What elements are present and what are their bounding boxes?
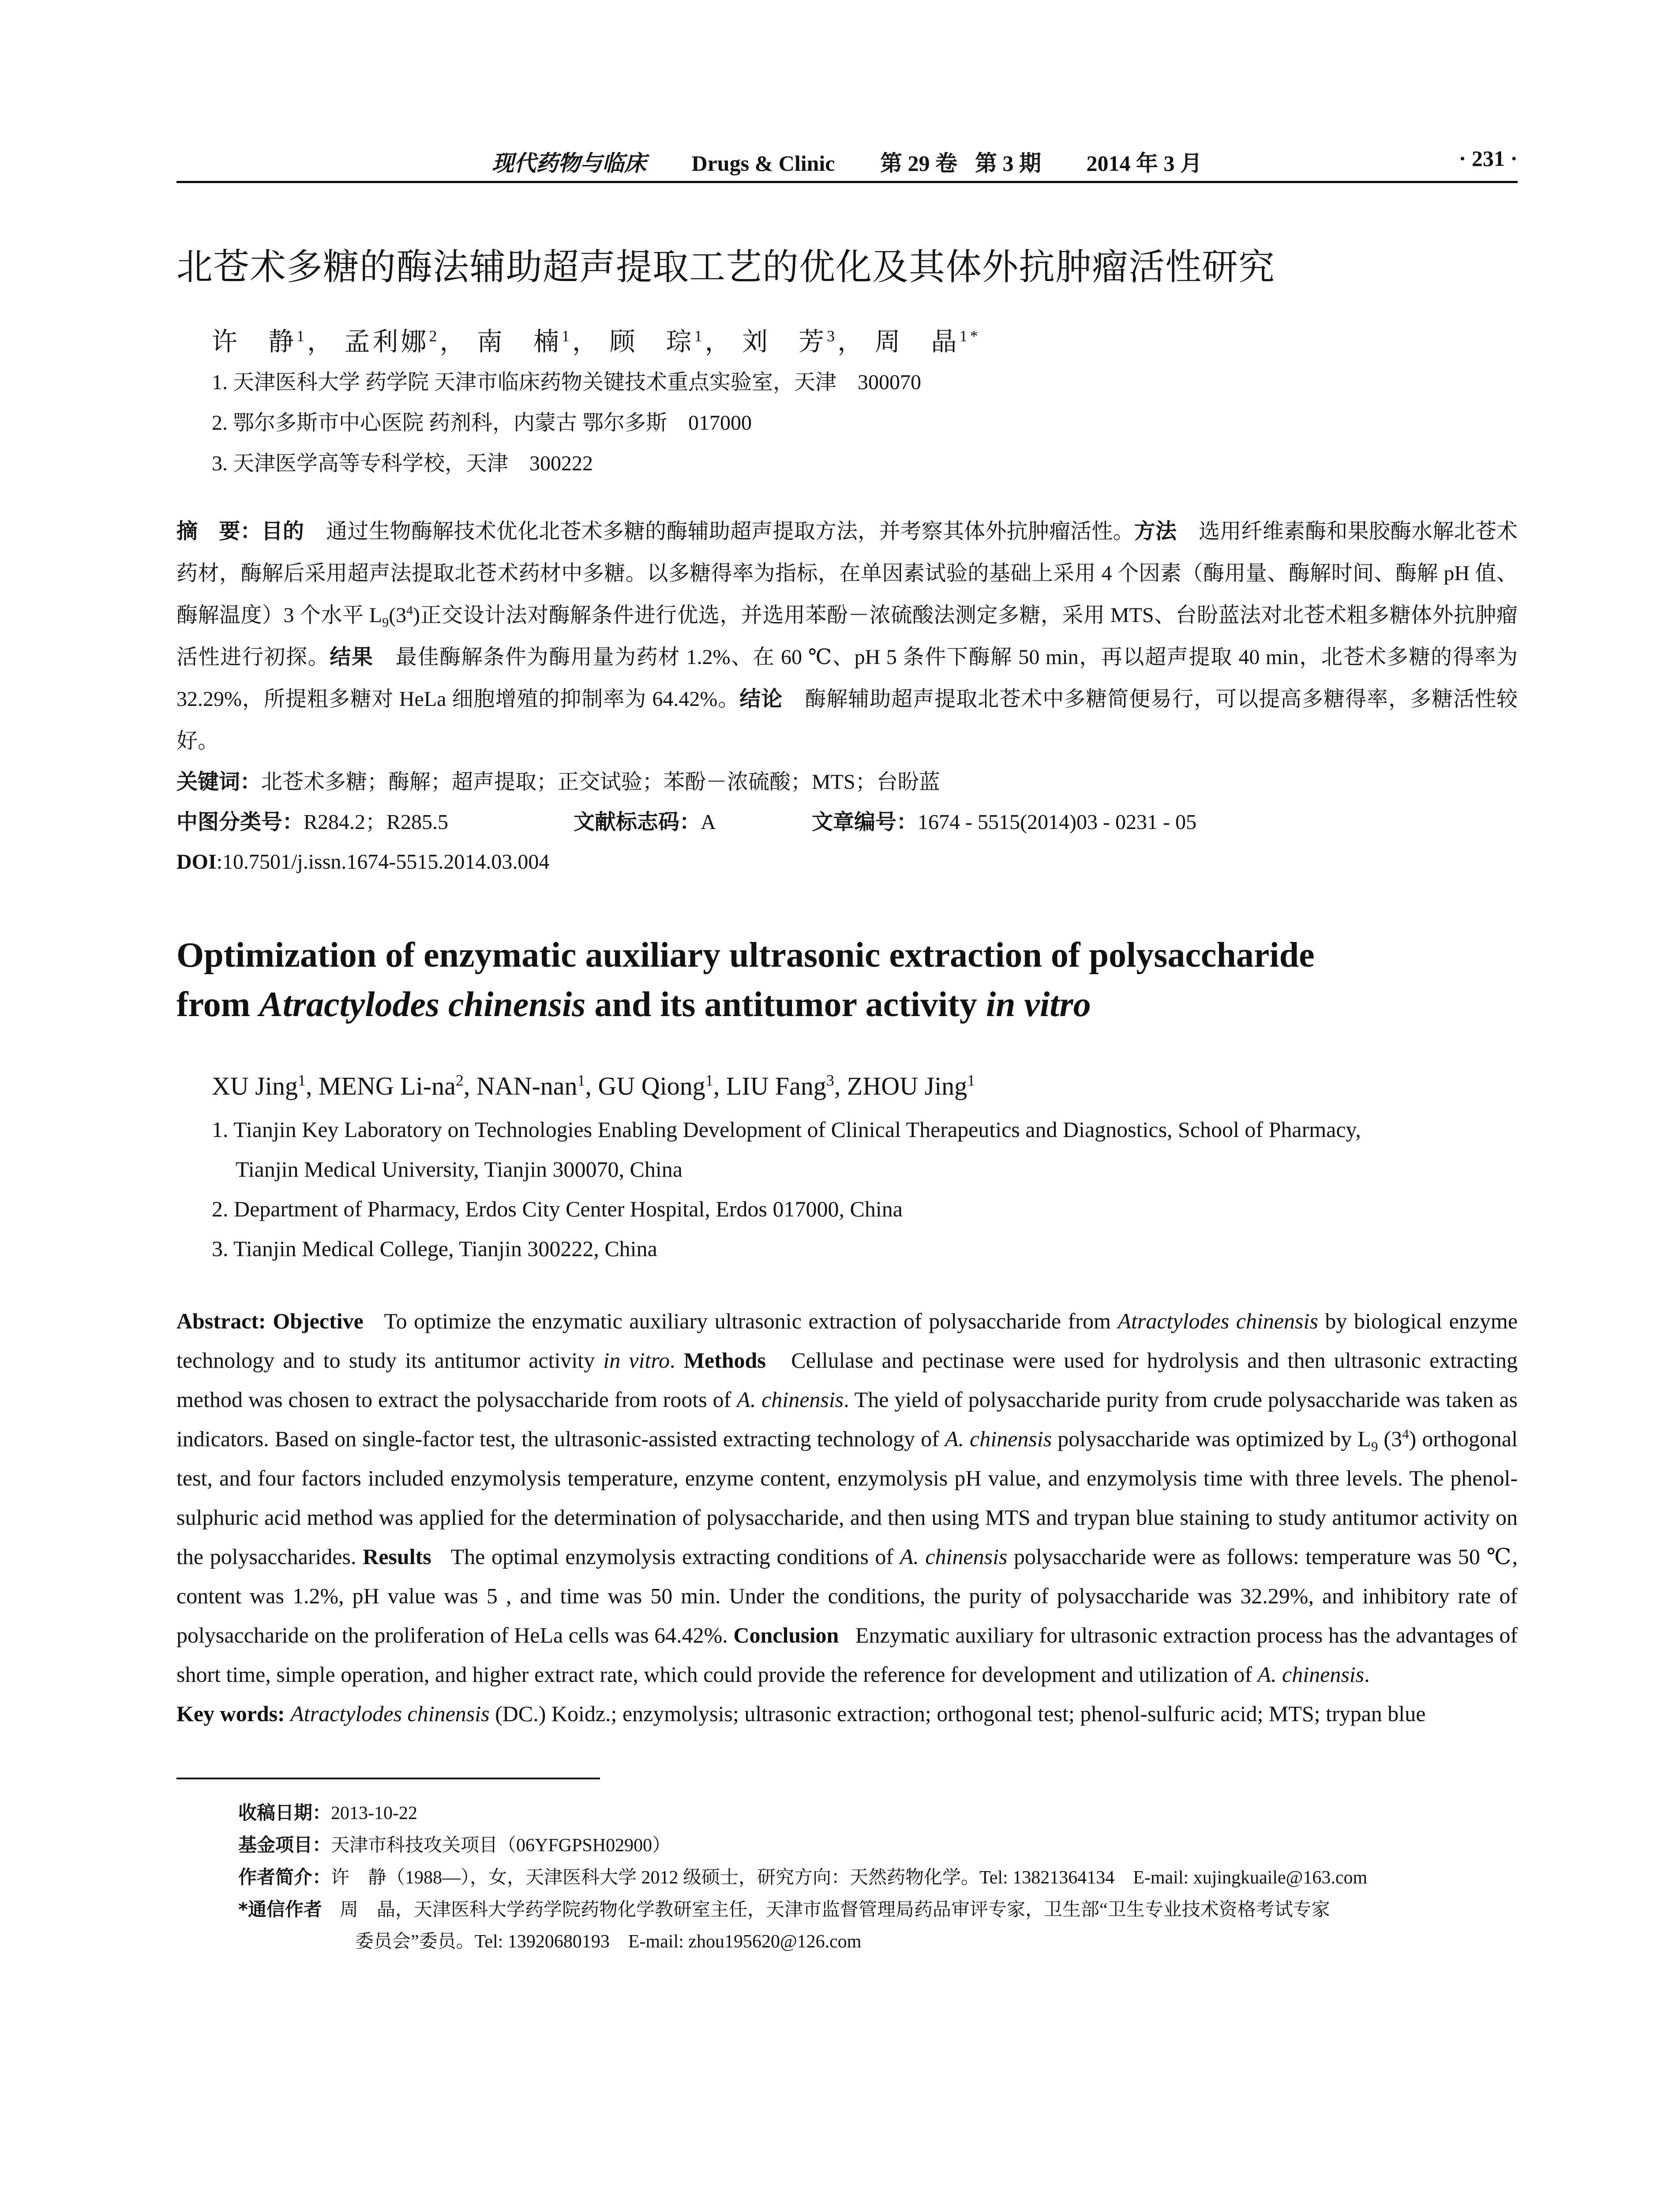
author-name: 许 静 xyxy=(212,327,297,356)
clc-field xyxy=(176,802,574,842)
footnotes xyxy=(176,1797,1518,1958)
keywords-text: 北苍术多糖；酶解；超声提取；正交试验；苯酚－浓硫酸；MTS；台盼蓝 xyxy=(261,770,940,794)
doi-label: DOI xyxy=(176,850,217,874)
chinese-title: 北苍术多糖的酶法辅助超声提取工艺的优化及其体外抗肿瘤活性研究 xyxy=(176,246,1275,288)
objective-label: Objective xyxy=(273,1309,364,1333)
objective-label: 目的 xyxy=(261,519,304,544)
article-number-field xyxy=(812,802,1196,842)
abstract-label: Abstract: xyxy=(176,1309,266,1333)
author-name: 顾 琮 xyxy=(609,327,694,356)
footnote-divider xyxy=(176,1778,600,1779)
issue: 第 3 期 xyxy=(975,151,1041,176)
author-bio: 作者简介：许 静（1988—），女，天津医科大学 2012 级硕士，研究方向：天然药物化学。Tel: 13821364134 E-mail: xujingkuaile@163.com xyxy=(238,1866,1368,1888)
fund-info: 基金项目：天津市科技攻关项目（06YFGPSH02900） xyxy=(238,1834,671,1856)
english-abstract: Abstract: Objective To optimize the enzymatic auxiliary ultrasonic extraction of polysaccharide from Atractylodes chinensis by biological enzyme technology and to study its antitumor activity in vitro. Methods Cellulase and pectinase were used for hydrolysis and then ultrasonic extracting method was chosen to extract the polysaccharide from roots of A. chinensis. The yield of polysaccharide purity from crude polysaccharide was taken as indicators. Based on single-factor test, the ultrasonic-assisted extracting technology of A. chinensis polysaccharide was optimized by $L_9$ $(3^4)$ orthogonal test, and four factors included enzymolysis temperature, enzyme content, enzymolysis pH value, and enzymolysis time with three levels. The phenol-sulphuric acid method was applied for the determination of polysaccharide, and then using MTS and trypan blue staining to study antitumor activity on the polysaccharides. Results The optimal enzymolysis extracting conditions of A. chinensis polysaccharide were as follows: temperature was 50 ℃, content was 1.2%, pH value was 5 , and time was 50 min. Under the conditions, the purity of polysaccharide was 32.29%, and inhibitory rate of polysaccharide on the proliferation of HeLa cells was 64.42%. Conclusion Enzymatic auxiliary for ultrasonic extraction process has the advantages of short time, simple operation, and higher extract rate, which could provide the reference for development and utilization of A. chinensis. xyxy=(176,1309,1518,1687)
author-affil-mark: 3 xyxy=(827,327,838,345)
author-name: ZHOU Jing xyxy=(847,1072,968,1100)
methods-text: )正交设计法对酶解条件进行优选，并选用苯酚－浓硫酸法测定多糖，采用 MTS、台盼蓝法对北苍术粗多糖体外抗肿瘤活性进行初探。 xyxy=(176,604,1518,669)
classification-line xyxy=(176,802,1518,842)
methods-text: 选用纤维素酶和果胶酶水解北苍术药材，酶解后采用超声法提取北苍术药材中多糖。以多糖得率为指标，在单因素试验的基础上采用 4 个因素（酶用量、酶解时间、酶解 pH 值、酶解温度）3 个水平 L xyxy=(176,520,1518,627)
author-name: LIU Fang xyxy=(726,1072,826,1100)
chinese-abstract xyxy=(176,510,1518,762)
author-affil-mark: 2 xyxy=(429,327,440,345)
author-affil-mark: 1* xyxy=(959,327,981,345)
doc-code-label: 文献标志码： xyxy=(574,810,701,834)
affiliation: 3. Tianjin Medical College, Tianjin 300222, China xyxy=(212,1236,657,1261)
keyword-species: Atractylodes chinensis xyxy=(290,1701,490,1726)
volume: 第 29 卷 xyxy=(880,151,957,176)
author-affil-mark: 1 xyxy=(705,1071,713,1089)
article-page xyxy=(176,128,1518,1958)
doc-code-field xyxy=(574,802,812,842)
author-name: NAN-nan xyxy=(476,1072,578,1100)
article-number-value: 1674 - 5515(2014)03 - 0231 - 05 xyxy=(918,810,1196,834)
received-date: 收稿日期：2013-10-22 xyxy=(238,1802,417,1823)
in-vitro: in vitro xyxy=(986,985,1091,1024)
species-name: Atractylodes chinensis xyxy=(259,985,586,1024)
author-affil-mark: 2 xyxy=(455,1071,464,1089)
author-name: 孟利娜 xyxy=(344,327,429,356)
corresponding-author-continued: 委员会”委员。Tel: 13920680193 E-mail: zhou195620@126.com xyxy=(355,1932,862,1952)
author-affil-mark: 1 xyxy=(297,1071,306,1089)
article-number-label: 文章编号： xyxy=(812,810,918,834)
methods-label: Methods xyxy=(683,1348,766,1373)
results-text: 最佳酶解条件为酶用量为药材 1.2%、在 60 ℃、pH 5 条件下酶解 50 min，再以超声提取 40 min，北苍术多糖的得率为 32.29%，所提粗多糖对 HeLa 细胞增殖的抑制率为 64.42%。 xyxy=(176,645,1518,711)
conclusion-label: 结论 xyxy=(739,687,783,711)
running-header xyxy=(176,128,1518,183)
author-name: GU Qiong xyxy=(598,1072,705,1100)
english-title xyxy=(176,930,1518,1029)
english-title-line1: Optimization of enzymatic auxiliary ultrasonic extraction of polysaccharide xyxy=(176,936,1315,975)
doc-code-value: A xyxy=(701,810,716,834)
english-title-line2: from Atractylodes chinensis and its antitumor activity in vitro xyxy=(176,985,1091,1024)
author-affil-mark: 1 xyxy=(562,327,573,345)
clc-value: R284.2；R285.5 xyxy=(304,810,449,834)
conclusion-text: 酶解辅助超声提取北苍术中多糖简便易行，可以提高多糖得率，多糖活性较好。 xyxy=(176,687,1518,753)
author-name: MENG Li-na xyxy=(318,1072,456,1100)
orthogonal-subscript: 9 xyxy=(382,615,389,630)
results-label: 结果 xyxy=(330,645,374,669)
affiliation-continued: Tianjin Medical University, Tianjin 300070, China xyxy=(236,1157,682,1182)
author-affil-mark: 1 xyxy=(694,327,705,345)
affiliation: 1. 天津医科大学 药学院 天津市临床药物关键技术重点实验室，天津 300070 xyxy=(212,371,922,394)
results-label: Results xyxy=(363,1544,431,1569)
author-name: 周 晶 xyxy=(874,327,960,356)
chinese-affiliations xyxy=(176,362,1518,484)
author-affil-mark: 1 xyxy=(967,1071,975,1089)
author-affil-mark: 3 xyxy=(826,1071,834,1089)
keywords-label: 关键词： xyxy=(176,769,262,794)
english-affiliations xyxy=(176,1110,1518,1268)
page-number: · 231 · xyxy=(1459,146,1518,171)
orthogonal-superscript: 4 xyxy=(406,603,413,618)
chinese-authors: 许 静$^1$， 孟利娜$^2$， 南 楠$^1$， 顾 琮$^1$， 刘 芳$^3$， 周 晶$^{1*}$ xyxy=(212,327,981,356)
methods-label: 方法 xyxy=(1134,519,1177,544)
keywords-label: Key words: xyxy=(176,1701,285,1726)
journal-name-cn: 现代药物与临床 xyxy=(492,151,646,176)
objective-text: 通过生物酶解技术优化北苍术多糖的酶辅助超声提取方法，并考察其体外抗肿瘤活性。 xyxy=(326,520,1134,543)
doi-line: DOI:10.7501/j.issn.1674-5515.2014.03.004 xyxy=(176,850,550,874)
affiliation: 2. 鄂尔多斯市中心医院 药剂科，内蒙古 鄂尔多斯 017000 xyxy=(212,411,752,435)
author-name: 刘 芳 xyxy=(742,327,827,356)
chinese-keywords xyxy=(176,762,1518,802)
issue-date: 2014 年 3 月 xyxy=(1086,151,1202,176)
journal-name-en: Drugs & Clinic xyxy=(691,151,835,176)
english-keywords xyxy=(176,1694,1518,1733)
affiliation: 2. Department of Pharmacy, Erdos City Center Hospital, Erdos 017000, China xyxy=(212,1197,903,1221)
affiliation: 1. Tianjin Key Laboratory on Technologies Enabling Development of Clinical Therapeutics and Diagnostics, School of Pharmacy, xyxy=(212,1117,1361,1142)
abstract-label: 摘 要： xyxy=(176,519,262,544)
english-authors: XU Jing$^1$, MENG $Li-na^2$, NAN-nan$^1$, GU Qiong$^1$, LIU Fang$^3$, ZHOU Jing$^1$ xyxy=(212,1071,975,1100)
keywords-text: (DC.) Koidz.; enzymolysis; ultrasonic extraction; orthogonal test; phenol-sulfuric acid; MTS; trypan blue xyxy=(489,1701,1426,1726)
author-name: 南 楠 xyxy=(477,327,562,356)
conclusion-label: Conclusion xyxy=(733,1623,839,1647)
author-affil-mark: 1 xyxy=(296,327,307,345)
clc-label: 中图分类号： xyxy=(176,810,304,834)
methods-text: (3 xyxy=(389,604,407,627)
affiliation: 3. 天津医学高等专科学校，天津 300222 xyxy=(212,452,593,475)
doi-value: 10.7501/j.issn.1674-5515.2014.03.004 xyxy=(222,850,550,874)
author-affil-mark: 1 xyxy=(577,1071,585,1089)
author-name: XU Jing xyxy=(212,1072,298,1100)
corresponding-author: *通信作者 周 晶，天津医科大学药学院药物化学教研室主任，天津市监督管理局药品审评专家，卫生部“卫生专业技术资格考试专家 xyxy=(238,1898,1330,1920)
